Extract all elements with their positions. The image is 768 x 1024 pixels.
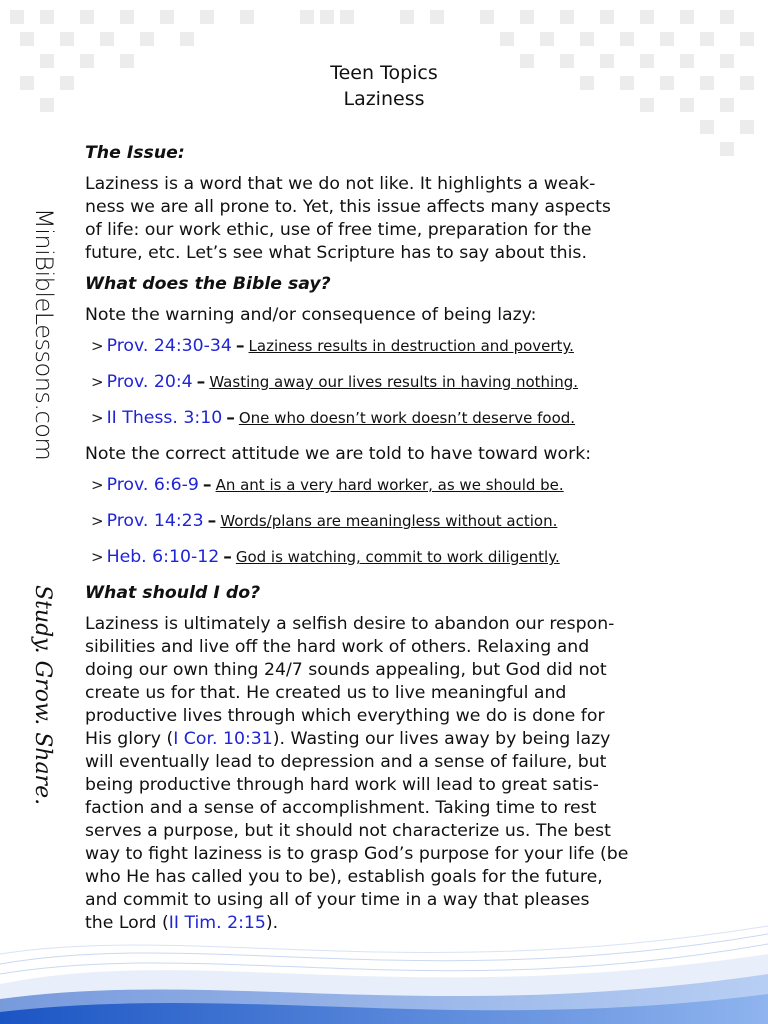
reference-summary: Words/plans are meaningless without action. <box>220 512 558 530</box>
text-segment: the Lord ( <box>85 913 169 933</box>
page-title: Teen Topics <box>330 62 438 84</box>
action-paragraph <box>85 613 725 935</box>
lesson-content <box>85 136 725 943</box>
scripture-reference: I Cor. 10:31 <box>173 729 273 749</box>
action-line: way to fight laziness is to grasp God’s purpose for your life (be <box>85 844 629 864</box>
action-line: and commit to using all of your time in a way that pleases <box>85 890 590 910</box>
text-segment: His glory ( <box>85 729 174 749</box>
arrow-icon: > <box>91 548 104 566</box>
scripture-reference: II Thess. 3:10 <box>106 408 223 428</box>
tagline-vertical: Study. Grow. Share. <box>30 585 55 806</box>
list-item: > II Thess. 3:10 – One who doesn’t work doesn’t deserve food. <box>91 408 576 428</box>
list-item: > Prov. 6:6-9 – An ant is a very hard worker, as we should be. <box>91 475 564 495</box>
scripture-reference: II Tim. 2:15 <box>168 913 266 933</box>
warning-intro: Note the warning and/or consequence of being lazy: <box>85 305 537 325</box>
attitude-intro: Note the correct attitude we are told to have toward work: <box>85 444 592 464</box>
action-line: will eventually lead to depression and a sense of failure, but <box>85 752 607 772</box>
action-line: doing our own thing 24/7 sounds appealing, but God did not <box>85 660 607 680</box>
text-segment: ). <box>265 913 279 933</box>
reference-summary: An ant is a very hard worker, as we should be. <box>215 476 564 494</box>
scripture-reference: Prov. 6:6-9 <box>106 475 199 495</box>
action-line: productive lives through which everything we do is done for <box>85 706 605 726</box>
action-line: faction and a sense of accomplishment. Taking time to rest <box>85 798 597 818</box>
page-subtitle: Laziness <box>343 88 425 110</box>
action-line: sibilities and live off the hard work of others. Relaxing and <box>85 637 590 657</box>
action-line <box>85 728 725 751</box>
attitude-reference-list <box>85 474 725 569</box>
list-item: > Heb. 6:10-12 – God is watching, commit to work diligently. <box>91 547 560 567</box>
action-line: being productive through hard work will lead to great satis- <box>85 775 599 795</box>
bible-heading: What does the Bible say? <box>85 274 331 294</box>
arrow-icon: > <box>91 337 104 355</box>
issue-line: Laziness is a word that we do not like. It highlights a weak- <box>85 174 596 194</box>
issue-line: ness we are all prone to. Yet, this issue affects many aspects <box>85 197 611 217</box>
scripture-reference: Prov. 20:4 <box>106 372 193 392</box>
action-line: Laziness is ultimately a selfish desire to abandon our respon- <box>85 614 615 634</box>
action-heading: What should I do? <box>85 583 261 603</box>
arrow-icon: > <box>91 373 104 391</box>
reference-summary: One who doesn’t work doesn’t deserve food. <box>238 409 576 427</box>
issue-line: future, etc. Let’s see what Scripture has to say about this. <box>85 243 587 263</box>
issue-heading: The Issue: <box>85 143 185 163</box>
scripture-reference: Prov. 14:23 <box>106 511 204 531</box>
scripture-reference: Heb. 6:10-12 <box>106 547 220 567</box>
arrow-icon: > <box>91 409 104 427</box>
action-line: create us for that. He created us to live meaningful and <box>85 683 567 703</box>
list-item: > Prov. 20:4 – Wasting away our lives results in having nothing. <box>91 372 579 392</box>
issue-line: of life: our work ethic, use of free time, preparation for the <box>85 220 592 240</box>
arrow-icon: > <box>91 512 104 530</box>
reference-summary: Wasting away our lives results in having nothing. <box>209 373 579 391</box>
scripture-reference: Prov. 24:30-34 <box>106 336 232 356</box>
action-line <box>85 912 725 935</box>
reference-summary: God is watching, commit to work diligently. <box>235 548 560 566</box>
arrow-icon: > <box>91 476 104 494</box>
reference-summary: Laziness results in destruction and poverty. <box>248 337 574 355</box>
action-line: who He has called you to be), establish goals for the future, <box>85 867 603 887</box>
issue-paragraph <box>85 173 725 265</box>
warning-reference-list <box>85 335 725 430</box>
site-name-vertical: MiniBibleLessons.com <box>30 208 58 461</box>
list-item: > Prov. 14:23 – Words/plans are meaningless without action. <box>91 511 558 531</box>
text-segment: ). Wasting our lives away by being lazy <box>272 729 611 749</box>
action-line: serves a purpose, but it should not characterize us. The best <box>85 821 611 841</box>
list-item: > Prov. 24:30-34 – Laziness results in destruction and poverty. <box>91 336 574 356</box>
